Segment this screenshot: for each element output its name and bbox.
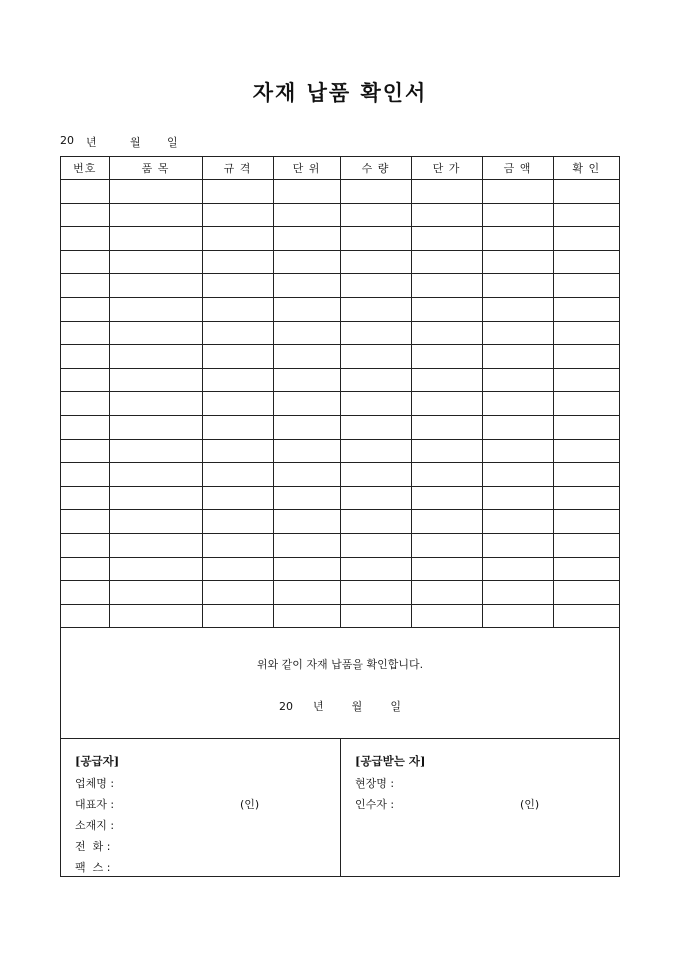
table-cell[interactable] [61, 227, 109, 251]
receiver-site-field: 현장명 : [355, 777, 395, 791]
table-cell[interactable] [273, 250, 340, 274]
confirm-month-unit: 월 [351, 700, 363, 714]
table-cell[interactable] [411, 510, 482, 534]
table-cell[interactable] [109, 510, 202, 534]
date-year-unit: 년 [86, 136, 97, 149]
table-cell[interactable] [411, 180, 482, 204]
table-cell[interactable] [202, 486, 273, 510]
supplier-company-field: 업체명 : [75, 777, 115, 791]
table-cell[interactable] [109, 203, 202, 227]
table-cell[interactable] [553, 227, 619, 251]
document-title: 자재 납품 확인서 [252, 80, 428, 105]
table-cell[interactable] [61, 463, 109, 487]
table-cell[interactable] [482, 510, 553, 534]
table-cell[interactable] [553, 250, 619, 274]
delivery-form [60, 156, 620, 877]
table-cell[interactable] [202, 392, 273, 416]
table-cell[interactable] [61, 180, 109, 204]
table-cell[interactable] [340, 533, 411, 557]
table-cell[interactable] [340, 604, 411, 628]
table-header-row [61, 157, 619, 180]
table-cell[interactable] [109, 274, 202, 298]
table-cell[interactable] [202, 533, 273, 557]
table-cell[interactable] [109, 581, 202, 605]
table-row [61, 274, 619, 298]
table-cell[interactable] [61, 486, 109, 510]
table-cell[interactable] [61, 557, 109, 581]
receiver-acceptor-field: 인수자 : [355, 798, 395, 812]
table-cell[interactable] [553, 415, 619, 439]
table-cell[interactable] [202, 274, 273, 298]
table-cell[interactable] [553, 203, 619, 227]
table-cell[interactable] [202, 415, 273, 439]
table-cell[interactable] [202, 227, 273, 251]
table-cell[interactable] [273, 439, 340, 463]
table-cell[interactable] [61, 321, 109, 345]
table-row [61, 203, 619, 227]
table-cell[interactable] [553, 392, 619, 416]
supplier-heading: [공급자] [75, 754, 120, 769]
table-cell[interactable] [411, 604, 482, 628]
table-cell[interactable] [61, 533, 109, 557]
table-cell[interactable] [273, 486, 340, 510]
table-cell[interactable] [553, 297, 619, 321]
supplier-box [61, 739, 341, 876]
table-cell[interactable] [482, 415, 553, 439]
table-cell[interactable] [61, 604, 109, 628]
receiver-box [341, 739, 619, 876]
table-cell[interactable] [273, 392, 340, 416]
table-cell[interactable] [482, 368, 553, 392]
table-cell[interactable] [273, 368, 340, 392]
table-cell[interactable] [340, 581, 411, 605]
table-row [61, 604, 619, 628]
table-cell[interactable] [340, 297, 411, 321]
header-number: 번호 [61, 157, 109, 180]
items-body [61, 180, 619, 628]
table-cell[interactable] [273, 297, 340, 321]
table-cell[interactable] [61, 250, 109, 274]
table-row [61, 557, 619, 581]
table-cell[interactable] [340, 321, 411, 345]
table-cell[interactable] [109, 463, 202, 487]
table-cell[interactable] [340, 439, 411, 463]
table-row [61, 321, 619, 345]
table-cell[interactable] [553, 368, 619, 392]
table-cell[interactable] [109, 345, 202, 369]
table-cell[interactable] [61, 274, 109, 298]
supplier-address-field: 소재지 : [75, 819, 115, 833]
table-cell[interactable] [202, 439, 273, 463]
table-row [61, 180, 619, 204]
table-cell[interactable] [273, 345, 340, 369]
table-cell[interactable] [202, 250, 273, 274]
document-date [60, 134, 178, 150]
table-cell[interactable] [109, 533, 202, 557]
table-cell[interactable] [553, 274, 619, 298]
table-cell[interactable] [553, 463, 619, 487]
table-cell[interactable] [273, 581, 340, 605]
receiver-seal: (인) [520, 798, 540, 812]
table-cell[interactable] [273, 227, 340, 251]
table-cell[interactable] [482, 486, 553, 510]
table-cell[interactable] [411, 463, 482, 487]
table-cell[interactable] [411, 415, 482, 439]
parties-section [61, 739, 619, 876]
table-cell[interactable] [61, 203, 109, 227]
table-cell[interactable] [411, 227, 482, 251]
table-row [61, 510, 619, 534]
table-cell[interactable] [202, 368, 273, 392]
table-cell[interactable] [273, 557, 340, 581]
table-cell[interactable] [411, 250, 482, 274]
table-cell[interactable] [553, 486, 619, 510]
header-unit-price: 단 가 [411, 157, 482, 180]
table-cell[interactable] [109, 368, 202, 392]
date-day-unit: 일 [167, 136, 178, 149]
confirmation-section [61, 628, 619, 739]
header-spec: 규 격 [202, 157, 273, 180]
table-cell[interactable] [109, 250, 202, 274]
table-cell[interactable] [411, 345, 482, 369]
table-row [61, 415, 619, 439]
table-cell[interactable] [202, 345, 273, 369]
table-cell[interactable] [482, 439, 553, 463]
table-cell[interactable] [553, 581, 619, 605]
table-cell[interactable] [109, 439, 202, 463]
confirmation-date [61, 698, 619, 714]
table-cell[interactable] [340, 415, 411, 439]
table-cell[interactable] [553, 604, 619, 628]
table-cell[interactable] [202, 604, 273, 628]
supplier-phone-field: 전 화 : [75, 840, 111, 854]
table-cell[interactable] [482, 250, 553, 274]
table-cell[interactable] [273, 274, 340, 298]
table-cell[interactable] [553, 345, 619, 369]
table-cell[interactable] [411, 581, 482, 605]
table-cell[interactable] [109, 392, 202, 416]
table-cell[interactable] [482, 274, 553, 298]
table-row [61, 486, 619, 510]
table-cell[interactable] [340, 368, 411, 392]
table-cell[interactable] [482, 392, 553, 416]
table-cell[interactable] [340, 274, 411, 298]
table-cell[interactable] [340, 227, 411, 251]
table-cell[interactable] [411, 368, 482, 392]
table-cell[interactable] [482, 227, 553, 251]
table-cell[interactable] [482, 533, 553, 557]
table-cell[interactable] [61, 392, 109, 416]
table-cell[interactable] [109, 227, 202, 251]
table-cell[interactable] [411, 274, 482, 298]
table-cell[interactable] [411, 203, 482, 227]
table-cell[interactable] [482, 321, 553, 345]
table-cell[interactable] [61, 345, 109, 369]
table-row [61, 463, 619, 487]
table-row [61, 533, 619, 557]
table-cell[interactable] [340, 486, 411, 510]
table-cell[interactable] [340, 510, 411, 534]
confirm-year: 20 [279, 700, 294, 714]
table-cell[interactable] [273, 415, 340, 439]
header-quantity: 수 량 [340, 157, 411, 180]
table-cell[interactable] [273, 510, 340, 534]
table-cell[interactable] [61, 439, 109, 463]
confirm-year-unit: 년 [313, 700, 324, 714]
table-cell[interactable] [61, 368, 109, 392]
table-cell[interactable] [553, 533, 619, 557]
table-row [61, 439, 619, 463]
table-cell[interactable] [61, 297, 109, 321]
table-cell[interactable] [202, 203, 273, 227]
table-cell[interactable] [482, 203, 553, 227]
table-cell[interactable] [482, 557, 553, 581]
table-cell[interactable] [411, 533, 482, 557]
table-cell[interactable] [202, 463, 273, 487]
table-cell[interactable] [553, 557, 619, 581]
confirmation-message: 위와 같이 자재 납품을 확인합니다. [256, 658, 424, 672]
table-cell[interactable] [482, 604, 553, 628]
table-row [61, 250, 619, 274]
table-cell[interactable] [482, 297, 553, 321]
header-item: 품 목 [109, 157, 202, 180]
table-cell[interactable] [273, 533, 340, 557]
table-cell[interactable] [340, 250, 411, 274]
table-row [61, 392, 619, 416]
receiver-heading: [공급받는 자] [355, 754, 426, 769]
supplier-seal: (인) [240, 798, 260, 812]
table-cell[interactable] [202, 557, 273, 581]
table-cell[interactable] [482, 463, 553, 487]
table-cell[interactable] [109, 321, 202, 345]
table-cell[interactable] [109, 486, 202, 510]
table-cell[interactable] [109, 557, 202, 581]
table-cell[interactable] [273, 604, 340, 628]
table-cell[interactable] [273, 203, 340, 227]
table-cell[interactable] [109, 604, 202, 628]
table-cell[interactable] [411, 392, 482, 416]
table-cell[interactable] [109, 415, 202, 439]
table-cell[interactable] [202, 581, 273, 605]
table-cell[interactable] [482, 345, 553, 369]
date-year: 20 [60, 134, 74, 147]
table-cell[interactable] [553, 510, 619, 534]
supplier-fax-field: 팩 스 : [75, 861, 111, 875]
header-confirm: 확 인 [553, 157, 619, 180]
header-amount: 금 액 [482, 157, 553, 180]
table-row [61, 581, 619, 605]
table-cell[interactable] [340, 345, 411, 369]
table-row [61, 345, 619, 369]
table-row [61, 368, 619, 392]
table-cell[interactable] [411, 557, 482, 581]
table-cell[interactable] [482, 180, 553, 204]
table-cell[interactable] [553, 180, 619, 204]
table-cell[interactable] [340, 392, 411, 416]
header-unit: 단 위 [273, 157, 340, 180]
table-cell[interactable] [202, 297, 273, 321]
table-row [61, 297, 619, 321]
table-cell[interactable] [61, 581, 109, 605]
table-cell[interactable] [553, 439, 619, 463]
table-cell[interactable] [61, 510, 109, 534]
confirm-day-unit: 일 [390, 700, 401, 714]
table-cell[interactable] [411, 439, 482, 463]
items-table [61, 157, 619, 628]
table-cell[interactable] [411, 321, 482, 345]
table-cell[interactable] [340, 557, 411, 581]
supplier-representative-field: 대표자 : [75, 798, 115, 812]
table-cell[interactable] [340, 203, 411, 227]
table-cell[interactable] [273, 321, 340, 345]
table-cell[interactable] [202, 180, 273, 204]
date-month-unit: 월 [130, 136, 141, 149]
table-row [61, 227, 619, 251]
table-cell[interactable] [411, 486, 482, 510]
table-cell[interactable] [109, 180, 202, 204]
table-cell[interactable] [411, 297, 482, 321]
table-cell[interactable] [202, 510, 273, 534]
table-cell[interactable] [553, 321, 619, 345]
table-cell[interactable] [273, 180, 340, 204]
table-cell[interactable] [340, 180, 411, 204]
table-cell[interactable] [202, 321, 273, 345]
table-cell[interactable] [340, 463, 411, 487]
table-cell[interactable] [109, 297, 202, 321]
table-cell[interactable] [482, 581, 553, 605]
table-cell[interactable] [61, 415, 109, 439]
table-cell[interactable] [273, 463, 340, 487]
